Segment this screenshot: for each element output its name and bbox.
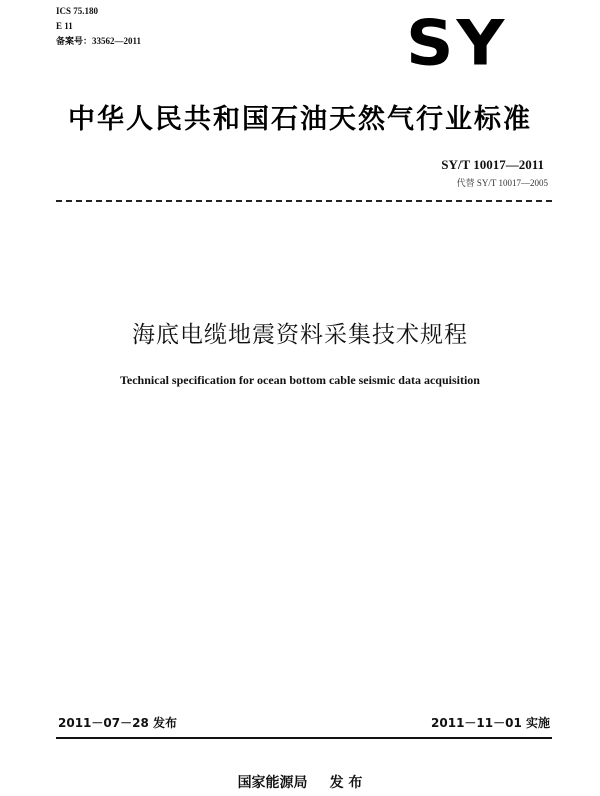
ics-code: ICS 75.180: [56, 6, 99, 16]
class-code: E 11: [56, 21, 73, 31]
publisher-line: [0, 772, 600, 792]
document-title-en: Technical specification for ocean bottom cable seismic data acquisition: [120, 373, 480, 387]
issue-date: 2011－07－28 发布: [58, 716, 177, 730]
sy-logo: SY: [406, 6, 508, 80]
document-title-zh: 海底电缆地震资料采集技术规程: [132, 322, 468, 348]
standard-category: 中华人民共和国石油天然气行业标准: [68, 104, 532, 135]
publisher-name: 国家能源局: [237, 775, 308, 791]
record-number: 备案号：33562—2011: [56, 36, 142, 46]
bottom-divider: [56, 737, 552, 739]
publisher-action: 发 布: [329, 775, 363, 791]
implementation-date: 2011－11－01 实施: [431, 716, 550, 730]
top-divider: [56, 200, 552, 202]
replaces-standard: 代替 SY/T 10017—2005: [456, 178, 548, 188]
classification-codes: [56, 4, 141, 49]
standard-number: SY/T 10017—2011: [441, 157, 544, 172]
